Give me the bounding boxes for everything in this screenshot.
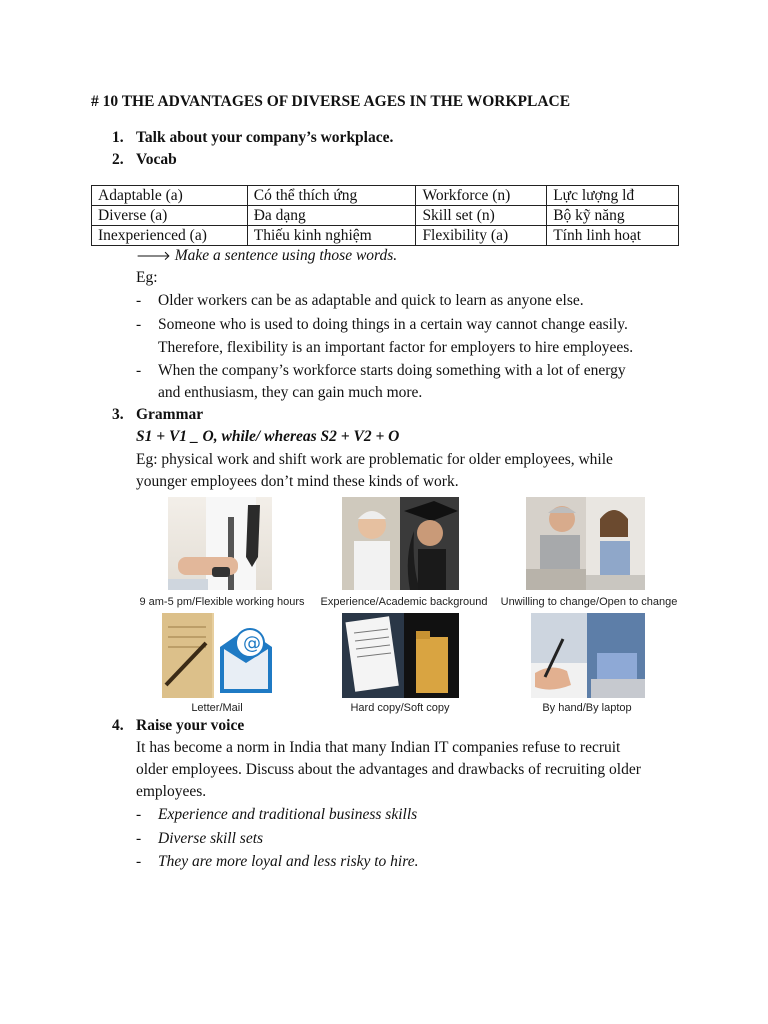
example-sentence: Older workers can be as adaptable and quick to learn as anyone else. bbox=[158, 292, 584, 309]
elderly-man-graduate-image bbox=[342, 497, 459, 590]
discussion-text: older employees. Discuss about the advantages and drawbacks of recruiting older bbox=[136, 761, 641, 778]
bullet-dash: - bbox=[136, 292, 142, 309]
hard-copy-soft-copy-image bbox=[342, 613, 459, 698]
section-3-number: 3. bbox=[112, 406, 124, 423]
section-1-number: 1. bbox=[112, 129, 124, 146]
image-caption: Unwilling to change/Open to change bbox=[500, 596, 678, 608]
grammar-example: Eg: physical work and shift work are problematic for older employees, while bbox=[136, 451, 613, 468]
table-cell: Có thể thích ứng bbox=[247, 186, 416, 206]
example-sentence: and enthusiasm, they can gain much more. bbox=[158, 384, 423, 401]
table-cell: Flexibility (a) bbox=[416, 226, 547, 246]
example-sentence: Someone who is used to doing things in a certain way cannot change easily. bbox=[158, 316, 628, 333]
discussion-text: It has become a norm in India that many Indian IT companies refuse to recruit bbox=[136, 739, 621, 756]
table-row bbox=[92, 206, 679, 226]
arrow-right-icon: 🡒 bbox=[136, 249, 171, 264]
table-cell: Inexperienced (a) bbox=[92, 226, 248, 246]
discussion-text: employees. bbox=[136, 783, 207, 800]
table-cell: Diverse (a) bbox=[92, 206, 248, 226]
image-caption: Hard copy/Soft copy bbox=[350, 702, 450, 714]
section-1-heading: Talk about your company’s workplace. bbox=[136, 129, 394, 146]
example-sentence: Therefore, flexibility is an important factor for employers to hire employees. bbox=[158, 339, 634, 356]
example-sentence: When the company’s workforce starts doing something with a lot of energy bbox=[158, 362, 626, 379]
letter-mail-image bbox=[162, 613, 272, 698]
page-title: # 10 THE ADVANTAGES OF DIVERSE AGES IN THE WORKPLACE bbox=[91, 93, 571, 110]
table-cell: Tính linh hoạt bbox=[547, 226, 679, 246]
section-4-heading: Raise your voice bbox=[136, 717, 245, 734]
vocab-table bbox=[91, 185, 679, 246]
bullet-dash: - bbox=[136, 806, 142, 823]
bullet-dash: - bbox=[136, 853, 142, 870]
table-cell: Đa dạng bbox=[247, 206, 416, 226]
table-row bbox=[92, 226, 679, 246]
elderly-man-young-woman-image bbox=[526, 497, 645, 590]
bullet-dash: - bbox=[136, 830, 142, 847]
eg-label: Eg: bbox=[136, 269, 158, 286]
grammar-example: younger employees don’t mind these kinds of work. bbox=[136, 473, 459, 490]
table-cell: Thiếu kinh nghiệm bbox=[247, 226, 416, 246]
section-3-heading: Grammar bbox=[136, 406, 204, 423]
table-cell: Bộ kỹ năng bbox=[547, 206, 679, 226]
table-cell: Skill set (n) bbox=[416, 206, 547, 226]
image-caption: Experience/Academic background bbox=[320, 596, 488, 608]
image-caption: 9 am-5 pm/Flexible working hours bbox=[139, 596, 305, 608]
grammar-formula: S1 + V1 _ O, while/ whereas S2 + V2 + O bbox=[136, 428, 400, 445]
table-row bbox=[92, 186, 679, 206]
section-4-number: 4. bbox=[112, 717, 124, 734]
image-caption: By hand/By laptop bbox=[542, 702, 632, 714]
discussion-point: Diverse skill sets bbox=[158, 830, 264, 847]
section-2-heading: Vocab bbox=[136, 151, 177, 168]
bullet-dash: - bbox=[136, 316, 142, 333]
table-cell: Workforce (n) bbox=[416, 186, 547, 206]
bullet-dash: - bbox=[136, 362, 142, 379]
table-cell: Lực lượng lđ bbox=[547, 186, 679, 206]
table-cell: Adaptable (a) bbox=[92, 186, 248, 206]
image-caption: Letter/Mail bbox=[191, 702, 243, 714]
office-worker-watch-image bbox=[168, 497, 272, 590]
discussion-point: They are more loyal and less risky to hire. bbox=[158, 853, 419, 870]
discussion-point: Experience and traditional business skills bbox=[158, 806, 418, 823]
section-2-number: 2. bbox=[112, 151, 124, 168]
instruction-text: Make a sentence using those words. bbox=[174, 247, 398, 264]
svg-text:@: @ bbox=[243, 633, 261, 654]
make-sentence-instruction bbox=[136, 247, 397, 265]
hand-laptop-image bbox=[531, 613, 645, 698]
